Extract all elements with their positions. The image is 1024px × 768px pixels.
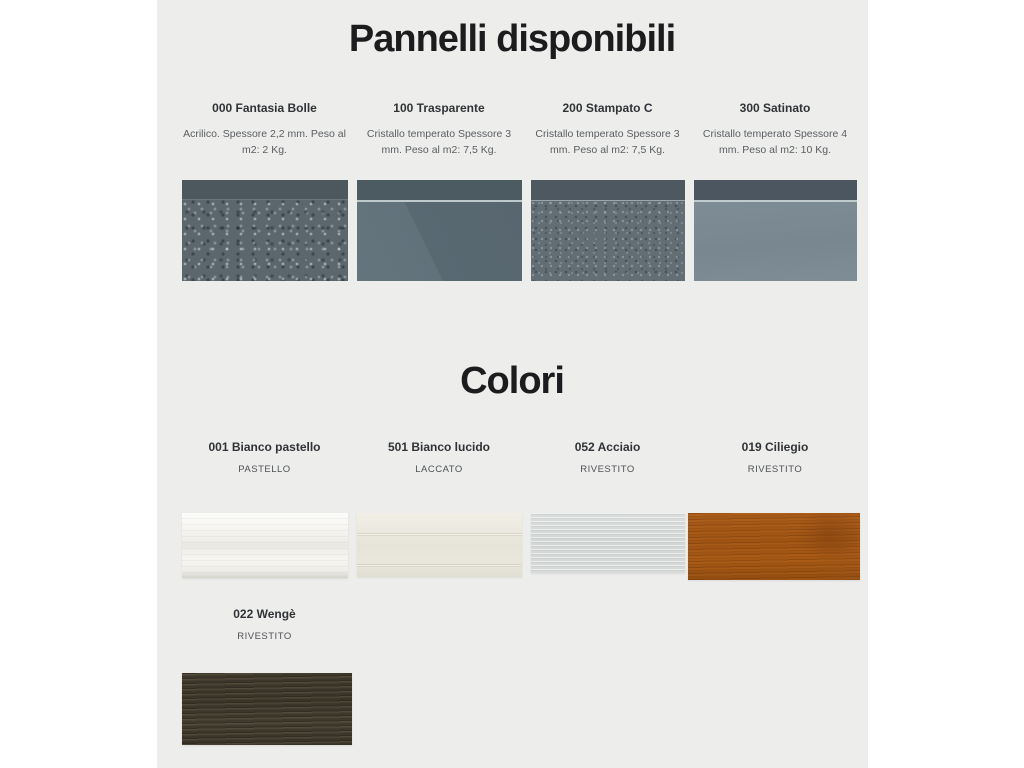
- color-card-text: [182, 441, 348, 513]
- color-name: 022 Wengè: [233, 607, 296, 621]
- panel-description: Cristallo temperato Spessore 3 mm. Peso al m2: 7,5 Kg.: [535, 128, 680, 156]
- pannelli-section-title: Pannelli disponibili: [348, 18, 676, 60]
- swatch-surface: [182, 200, 348, 281]
- colori-section-title: Colori: [460, 360, 564, 402]
- color-finish-label: LACCATO: [415, 464, 463, 475]
- panel-swatch-stampato-c-image: [531, 180, 685, 281]
- color-card-text: [357, 441, 522, 513]
- panel-swatch-fantasia-bolle-image: [182, 180, 348, 281]
- swatch-surface: [694, 202, 857, 281]
- swatch-surface: [531, 201, 685, 281]
- color-swatch-bianco-pastello-image: [182, 513, 348, 578]
- panel-description: Acrilico. Spessore 2,2 mm. Peso al m2: 2 Kg.: [183, 128, 346, 156]
- panel-card-text: [357, 102, 522, 180]
- panel-name: 100 Trasparente: [393, 101, 485, 115]
- swatch-top-band: [531, 180, 685, 200]
- panels-grid: [157, 102, 868, 281]
- swatch-top-band: [694, 180, 857, 200]
- swatch-top-band: [357, 180, 522, 200]
- panel-card-trasparente: [357, 102, 522, 281]
- panel-description: Cristallo temperato Spessore 3 mm. Peso al m2: 7,5 Kg.: [366, 128, 512, 156]
- panel-card-text: [531, 102, 685, 180]
- panel-card-fantasia-bolle: [182, 102, 348, 281]
- panel-name: 000 Fantasia Bolle: [212, 101, 317, 115]
- colors-grid: [157, 441, 868, 745]
- color-name: 001 Bianco pastello: [208, 440, 321, 454]
- color-card-acciaio: [531, 441, 685, 580]
- color-card-text: [694, 441, 857, 513]
- panel-card-satinato: [694, 102, 857, 281]
- color-finish-label: RIVESTITO: [747, 464, 803, 475]
- panel-card-stampato-c: [531, 102, 685, 281]
- color-card-text: [531, 441, 685, 513]
- panel-name: 200 Stampato C: [562, 101, 653, 115]
- color-card-wenge: [182, 608, 348, 745]
- color-finish-label: RIVESTITO: [580, 464, 635, 475]
- panel-description: Cristallo temperato Spessore 4 mm. Peso al m2: 10 Kg.: [702, 128, 848, 156]
- swatch-surface: [357, 202, 522, 281]
- panel-card-text: [182, 102, 348, 180]
- color-swatch-wenge-image: [182, 673, 352, 745]
- panel-swatch-satinato-image: [694, 180, 857, 281]
- panel-card-text: [694, 102, 857, 180]
- color-card-bianco-lucido: [357, 441, 522, 580]
- color-swatch-ciliegio-image: [688, 513, 860, 580]
- color-card-text: [182, 608, 348, 673]
- swatch-top-band: [182, 180, 348, 199]
- section-colori: [157, 362, 868, 745]
- content-area: [157, 0, 868, 768]
- color-card-bianco-pastello: [182, 441, 348, 580]
- section-pannelli: [157, 20, 868, 281]
- color-name: 019 Ciliegio: [741, 440, 809, 454]
- color-finish-label: PASTELLO: [238, 464, 291, 475]
- color-swatch-acciaio-image: [531, 513, 685, 573]
- color-finish-label: RIVESTITO: [237, 631, 292, 642]
- color-name: 052 Acciaio: [574, 440, 641, 454]
- color-swatch-bianco-lucido-image: [357, 513, 522, 577]
- color-card-ciliegio: [694, 441, 857, 580]
- panel-swatch-trasparente-image: [357, 180, 522, 281]
- panel-name: 300 Satinato: [739, 101, 811, 115]
- color-name: 501 Bianco lucido: [387, 440, 491, 454]
